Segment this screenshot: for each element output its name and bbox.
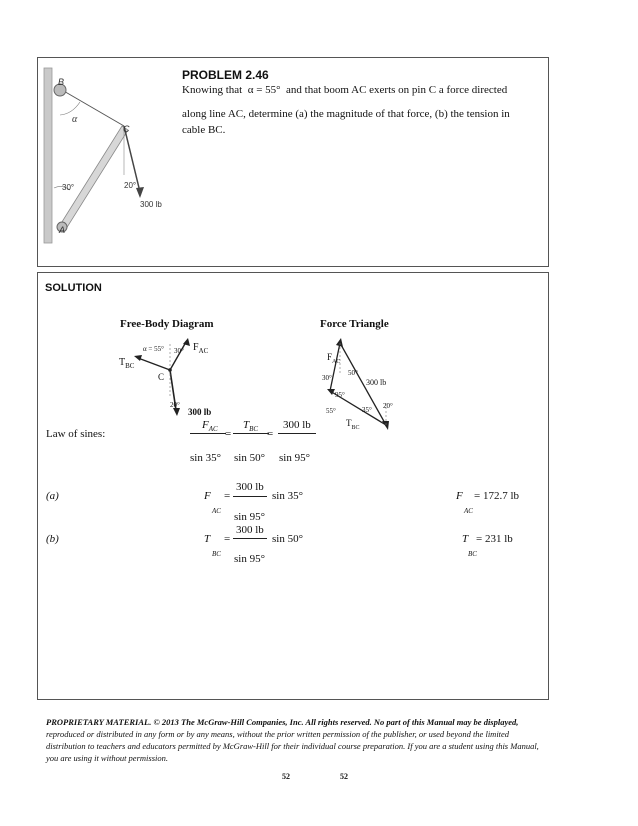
part-a-denominator: sin 95° (234, 511, 265, 523)
boom-ac (60, 126, 128, 229)
triangle-angle-35: 35° (362, 406, 372, 414)
load-label: 300 lb (140, 200, 162, 209)
part-b-result: = 231 lb (476, 533, 513, 545)
fbd-tbc-arrowhead (134, 355, 142, 361)
fbd-point-c (168, 368, 172, 372)
fbd-load-arrowhead (173, 408, 180, 416)
fbd-load-label: 300 lb (188, 407, 212, 417)
part-a-factor: sin 35° (272, 490, 303, 502)
triangle-title: Force Triangle (320, 318, 389, 330)
part-a-var-sub: AC (212, 507, 221, 515)
alpha-label: α (72, 114, 78, 125)
fbd-tbc-arrow (138, 358, 170, 370)
triangle-tbc-label: $T_{BC}$ (346, 418, 360, 431)
problem-text-line-2: along line AC, determine (a) the magnitude of that force, (b) the tension in (182, 108, 510, 120)
triangle-angle-20: 20° (383, 402, 393, 410)
triangle-angle-55: 55° (326, 407, 336, 415)
law-eq-2: = (267, 428, 274, 440)
fbd-fac-label: $F_{AC}$ (193, 342, 209, 355)
part-a-numerator: 300 lb (236, 481, 264, 493)
law-sin50: sin 50° (234, 452, 265, 464)
triangle-angle-95: 95° (335, 391, 345, 399)
part-b-label: (b) (46, 533, 59, 545)
fbd-tbc-label: $T_{BC}$ (119, 357, 135, 370)
part-a-result-var: F (456, 490, 463, 502)
law-fraction-line-2 (233, 433, 269, 434)
part-b-var: T (204, 533, 211, 545)
triangle-angle-30: 30° (322, 374, 332, 382)
angle-20-label: 20° (124, 181, 137, 190)
wall (44, 68, 52, 243)
part-b-factor: sin 50° (272, 533, 303, 545)
law-eq-1: = (225, 428, 232, 440)
problem-text-line-3: cable BC. (182, 124, 226, 136)
fbd-point-c-label: C (158, 372, 165, 382)
triangle-load-label: 300 lb (366, 378, 387, 387)
part-b-denominator: sin 95° (234, 553, 265, 565)
fbd-angle-30: 30° (174, 347, 184, 355)
copyright-notice (46, 716, 591, 764)
part-a-var: F (204, 490, 211, 502)
triangle-fac-side (330, 343, 340, 391)
part-a-eq: = (224, 490, 231, 502)
copyright-line-1: PROPRIETARY MATERIAL. © 2013 The McGraw-Hill Companies, Inc. All rights reserved. No part of this Manual may be displayed, (46, 717, 519, 727)
page-number-2: 52 (340, 772, 348, 781)
triangle-fac-label: $F_{AC}$ (327, 352, 341, 365)
law-load-numerator: 300 lb (283, 419, 311, 431)
load-arrowhead (136, 187, 144, 198)
copyright-line-4: you are using it without permission. (46, 753, 168, 763)
part-a-result: = 172.7 lb (474, 490, 520, 502)
point-a-label: A (59, 225, 66, 235)
problem-text-line-1: Knowing that α = 55° and that boom AC exerts on pin C a force directed (182, 84, 508, 96)
point-b-label: B (58, 77, 65, 87)
law-tbc-numerator: $T_{BC}$ (243, 419, 259, 434)
problem-title: PROBLEM 2.46 (182, 68, 269, 82)
part-b-var-sub: BC (212, 550, 221, 558)
force-triangle (322, 335, 402, 435)
part-b-result-sub: BC (468, 550, 477, 558)
point-c-label: C (123, 124, 130, 134)
law-fraction-line-3 (278, 433, 316, 434)
triangle-fac-arrowhead (336, 338, 343, 347)
part-a-fraction-line (233, 496, 267, 497)
law-fraction-line-1 (190, 433, 226, 434)
part-a-result-sub: AC (464, 507, 473, 515)
solution-heading: SOLUTION (45, 282, 102, 294)
fbd-title: Free-Body Diagram (120, 318, 214, 330)
part-a-label: (a) (46, 490, 59, 502)
law-of-sines-label: Law of sines: (46, 428, 106, 440)
part-b-fraction-line (233, 538, 267, 539)
triangle-angle-50: 50° (348, 369, 358, 377)
law-sin35: sin 35° (190, 452, 221, 464)
page-number-1: 52 (282, 772, 290, 781)
fbd-alpha-label: α = 55° (143, 345, 164, 353)
part-b-eq: = (224, 533, 231, 545)
triangle-load-arrowhead (382, 421, 389, 430)
problem-figure (40, 60, 172, 245)
law-fac-numerator: $F_{AC}$ (202, 419, 218, 434)
angle-30-label: 30° (62, 183, 75, 192)
triangle-tbc-arrowhead (327, 389, 335, 395)
copyright-line-3: distribution to teachers and educators permitted by McGraw-Hill for their individual course preparation. If you are a student using this Manual, (46, 741, 539, 751)
part-b-numerator: 300 lb (236, 524, 264, 536)
law-sin95: sin 95° (279, 452, 310, 464)
fbd-angle-20: 20° (170, 401, 180, 409)
solution-box (37, 272, 549, 700)
copyright-line-2: reproduced or distributed in any form or by any means, without the prior written permission of the publisher, or used beyond the limited (46, 729, 510, 739)
part-b-result-var: T (462, 533, 469, 545)
